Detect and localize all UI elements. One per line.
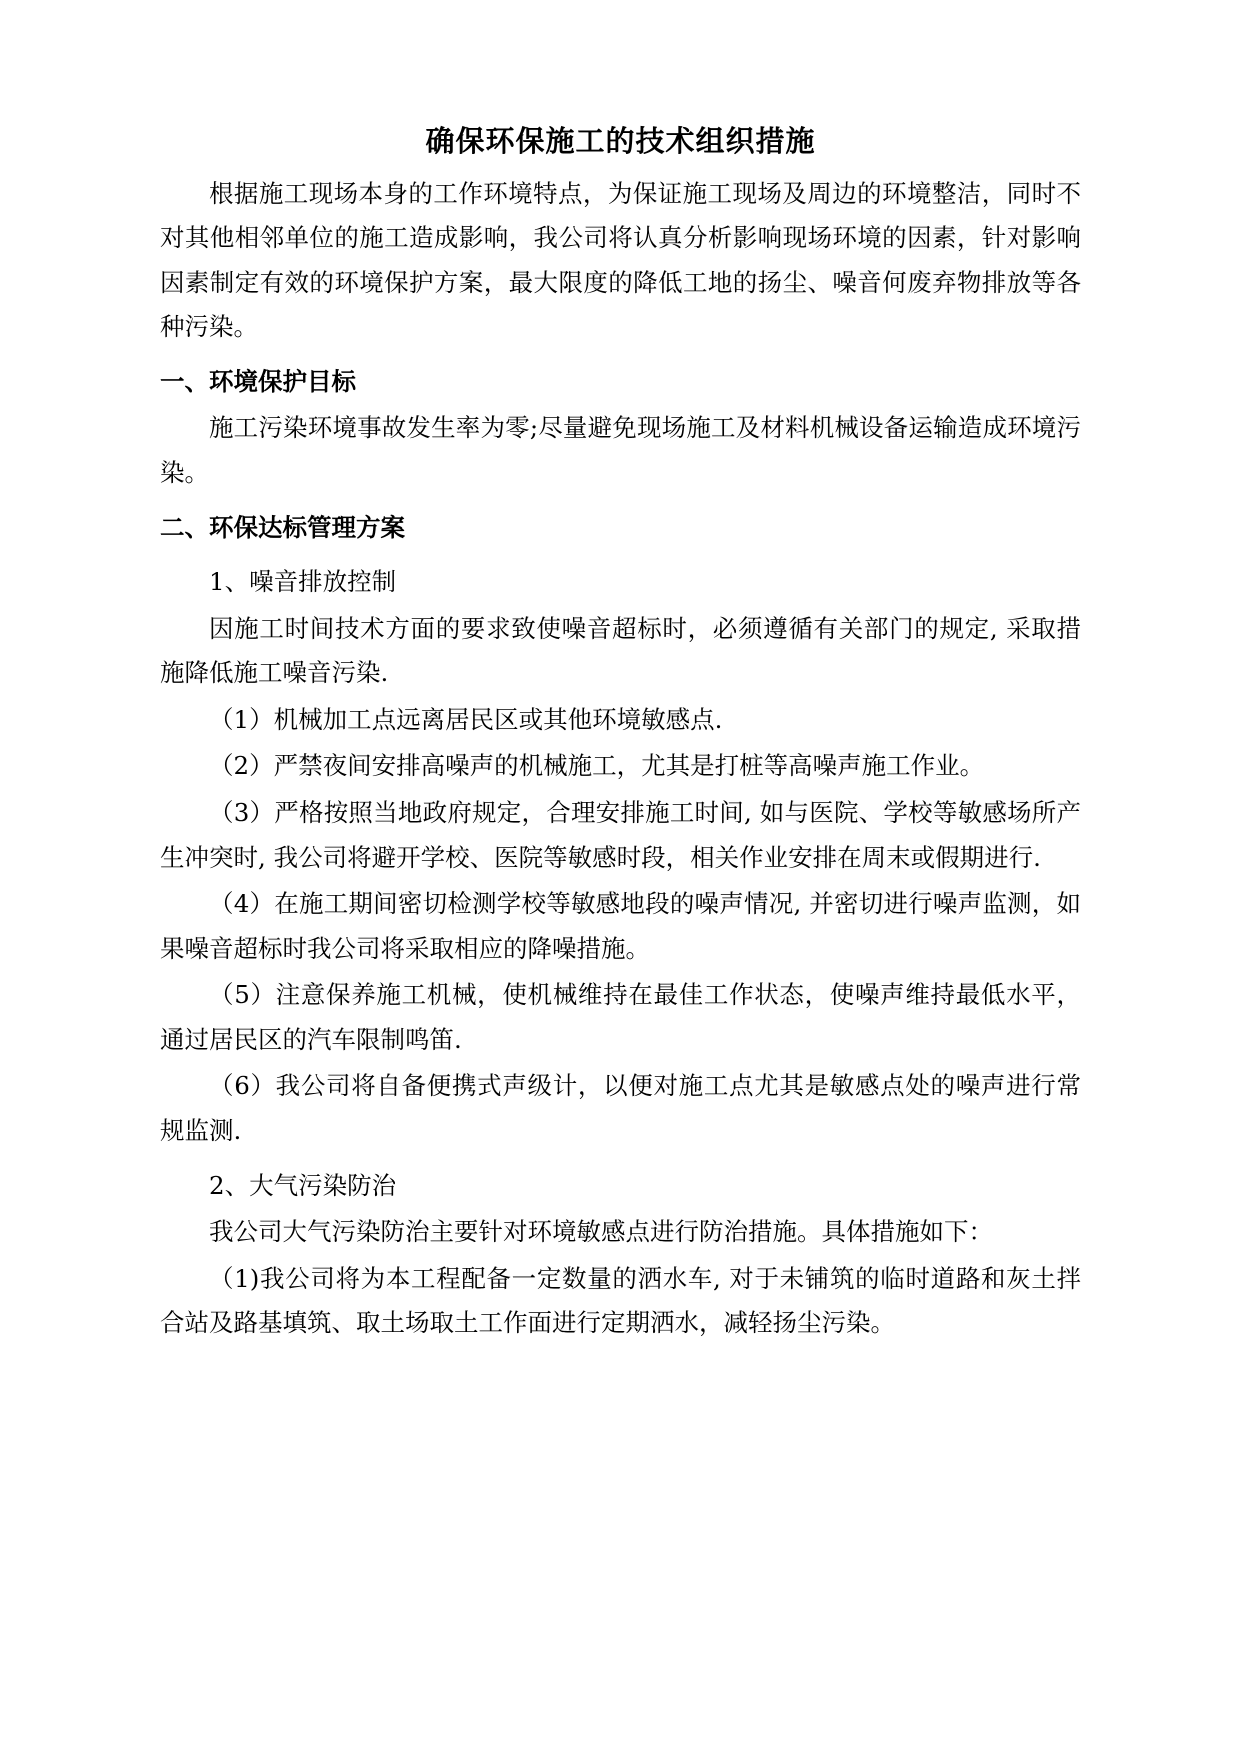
- page-title: 确保环保施工的技术组织措施: [425, 124, 816, 158]
- list-item-noise-6: （6）我公司将自备便携式声级计，以便对施工点尤其是敏感点处的噪声进行常规监测.: [160, 1071, 1081, 1146]
- list-item-noise-3: （3）严格按照当地政府规定，合理安排施工时间, 如与医院、学校等敏感场所产生冲突时, 我公司将避开学校、医院等敏感时段，相关作业安排在周末或假期进行.: [160, 798, 1081, 872]
- subheading-air-pollution: 2、大气污染防治: [209, 1170, 397, 1200]
- heading-section-2: 二、环保达标管理方案: [160, 512, 405, 542]
- heading-section-1: 一、环境保护目标: [160, 366, 356, 396]
- list-item-noise-1: （1）机械加工点远离居民区或其他环境敏感点.: [209, 704, 723, 734]
- paragraph-intro: 根据施工现场本身的工作环境特点，为保证施工现场及周边的环境整洁，同时不对其他相邻单位的施工造成影响，我公司将认真分析影响现场环境的因素，针对影响因素制定有效的环境保护方案，最大限度的降低工地的扬尘、噪音何废弃物排放等各种污染。: [160, 178, 1081, 342]
- paragraph-section-1-body: 施工污染环境事故发生率为零;尽量避免现场施工及材料机械设备运输造成环境污染。: [160, 413, 1081, 487]
- list-item-noise-2: （2）严禁夜间安排高噪声的机械施工，尤其是打桩等高噪声施工作业。: [209, 751, 985, 781]
- subheading-noise-control: 1、噪音排放控制: [209, 567, 397, 597]
- list-item-noise-4: （4）在施工期间密切检测学校等敏感地段的噪声情况, 并密切进行噪声监测，如果噪音超标时我公司将采取相应的降噪措施。: [160, 889, 1081, 963]
- paragraph-noise-control-body: 因施工时间技术方面的要求致使噪音超标时，必须遵循有关部门的规定, 采取措施降低施工噪音污染.: [160, 613, 1081, 688]
- paragraph-air-pollution-body: 我公司大气污染防治主要针对环境敏感点进行防治措施。具体措施如下：: [209, 1217, 993, 1247]
- list-item-noise-5: （5）注意保养施工机械，使机械维持在最佳工作状态，使噪声维持最低水平，通过居民区的汽车限制鸣笛.: [160, 980, 1081, 1054]
- list-item-air-1: （1)我公司将为本工程配备一定数量的洒水车, 对于未铺筑的临时道路和灰土拌合站及路基填筑、取土场取土工作面进行定期洒水，减轻扬尘污染。: [160, 1263, 1081, 1338]
